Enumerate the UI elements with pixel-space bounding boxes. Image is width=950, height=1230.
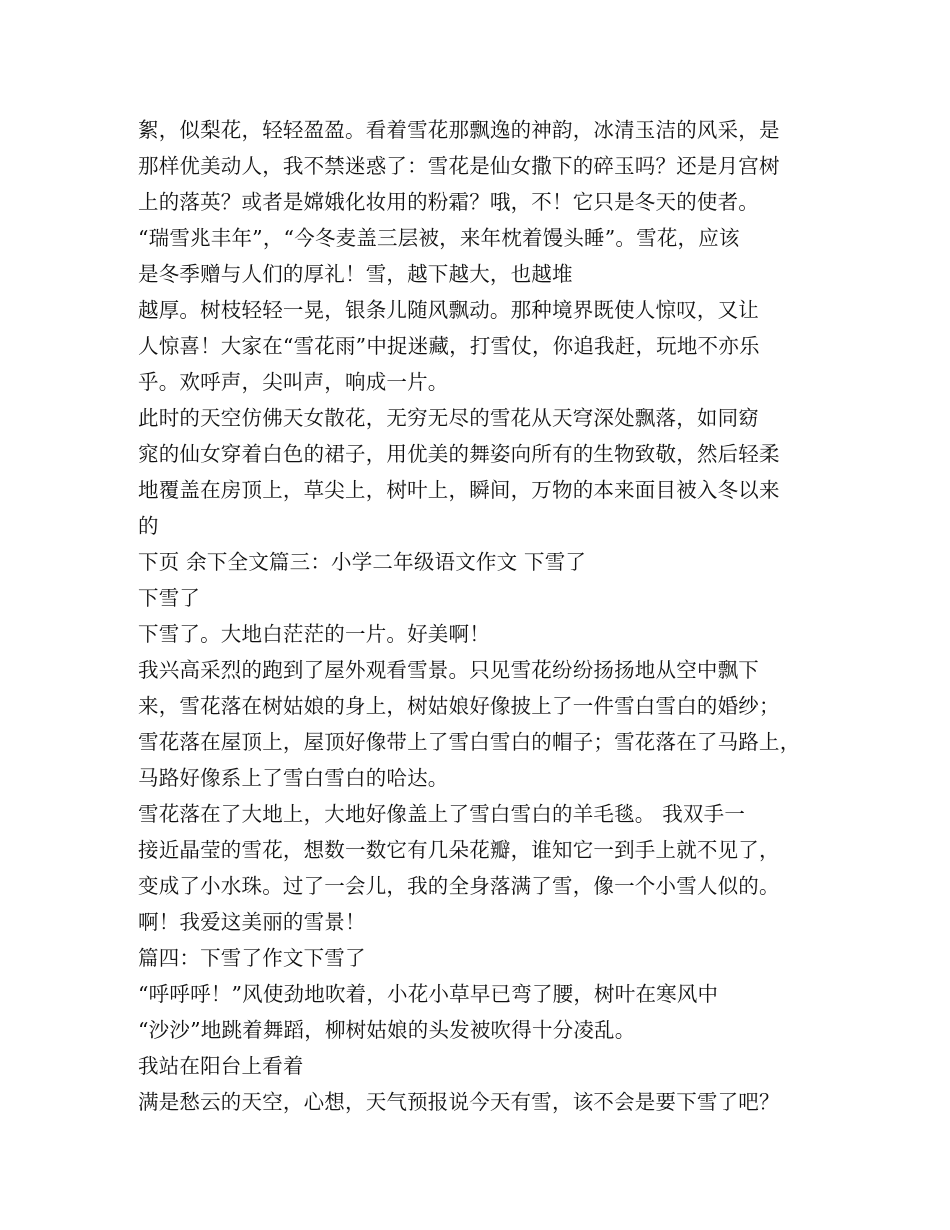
text-line: 上的落英？或者是嫦娥化妆用的粉霜？哦，不！它只是冬天的使者。	[138, 190, 759, 214]
text-line: 我兴高采烈的跑到了屋外观看雪景。只见雪花纷纷扬扬地从空中飘下	[138, 658, 759, 682]
text-line: 人惊喜！大家在“雪花雨”中捉迷藏，打雪仗，你追我赶，玩地不亦乐	[138, 334, 760, 358]
text-line: 变成了小水珠。过了一会儿，我的全身落满了雪，像一个小雪人似的。	[138, 874, 780, 898]
text-line: 地覆盖在房顶上，草尖上，树叶上，瞬间，万物的本来面目被入冬以来	[138, 478, 780, 502]
text-line: 下页 余下全文篇三：小学二年级语文作文 下雪了	[138, 550, 587, 574]
text-line: 雪花落在了大地上，大地好像盖上了雪白雪白的羊毛毯。 我双手一	[138, 802, 746, 826]
text-line: 啊！我爱这美丽的雪景！	[138, 910, 366, 934]
text-line: 下雪了	[138, 586, 201, 610]
text-line: 雪花落在屋顶上，屋顶好像带上了雪白雪白的帽子；雪花落在了马路上，	[138, 730, 801, 754]
text-line: 那样优美动人，我不禁迷惑了：雪花是仙女撒下的碎玉吗？还是月宫树	[138, 154, 780, 178]
text-line: “沙沙”地跳着舞蹈，柳树姑娘的头发被吹得十分凌乱。	[138, 1018, 636, 1042]
text-line: “瑞雪兆丰年”，“今冬麦盖三层被，来年枕着馒头睡”。雪花，应该	[138, 226, 740, 250]
text-line: 乎。欢呼声，尖叫声，响成一片。	[138, 370, 449, 394]
text-line: “呼呼呼！”风使劲地吹着，小花小草早已弯了腰，树叶在寒风中	[138, 982, 719, 1006]
text-line: 我站在阳台上看着	[138, 1054, 304, 1078]
text-line: 絮，似梨花，轻轻盈盈。看着雪花那飘逸的神韵，冰清玉洁的风采，是	[138, 118, 780, 142]
text-line: 来，雪花落在树姑娘的身上，树姑娘好像披上了一件雪白雪白的婚纱；	[138, 694, 780, 718]
text-line: 越厚。树枝轻轻一晃，银条儿随风飘动。那种境界既使人惊叹，又让	[138, 298, 759, 322]
text-line: 马路好像系上了雪白雪白的哈达。	[138, 766, 449, 790]
text-line: 接近晶莹的雪花，想数一数它有几朵花瓣，谁知它一到手上就不见了，	[138, 838, 780, 862]
text-line: 此时的天空仿佛天女散花，无穷无尽的雪花从天穹深处飘落，如同窈	[138, 406, 759, 430]
text-line: 满是愁云的天空，心想，天气预报说今天有雪，该不会是要下雪了吧？	[138, 1090, 780, 1114]
text-line: 是冬季赠与人们的厚礼！雪，越下越大，也越堆	[138, 262, 573, 286]
text-line: 窕的仙女穿着白色的裙子，用优美的舞姿向所有的生物致敬，然后轻柔	[138, 442, 780, 466]
text-line: 的	[138, 514, 159, 538]
text-line: 篇四：下雪了作文下雪了	[138, 946, 366, 970]
text-line: 下雪了。大地白茫茫的一片。好美啊！	[138, 622, 490, 646]
